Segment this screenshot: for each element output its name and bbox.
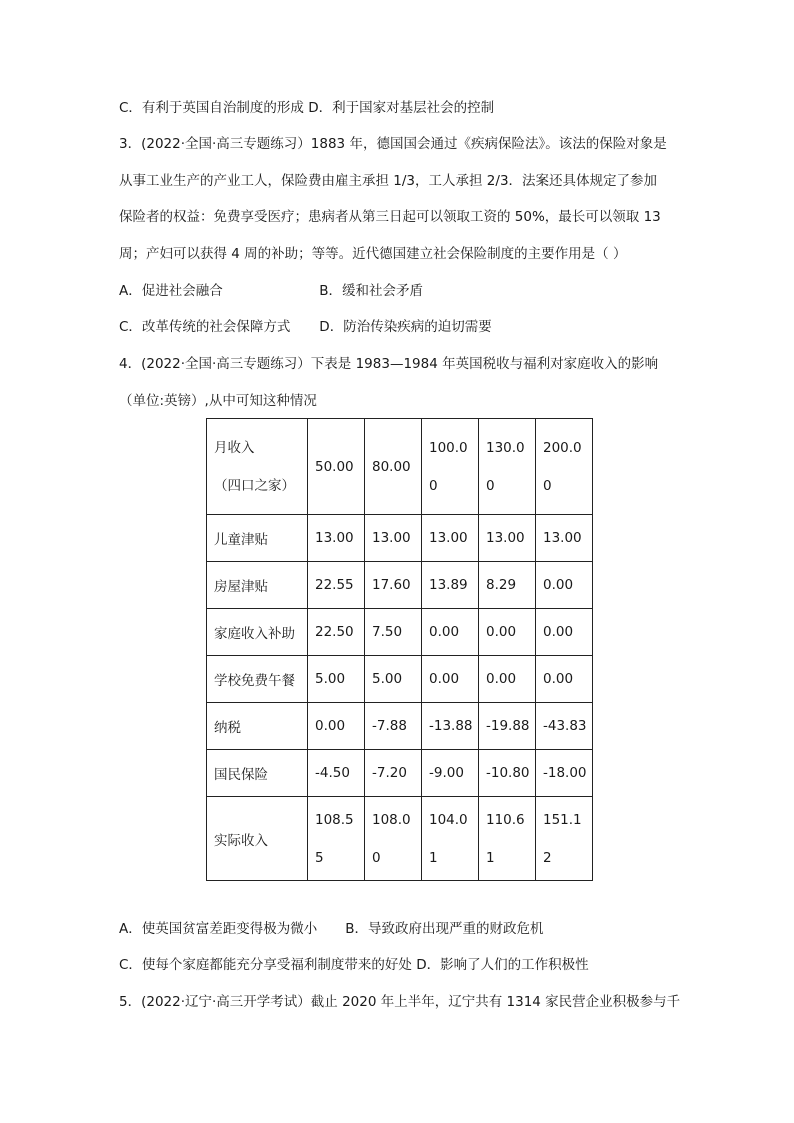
- q4-option-b[interactable]: B．导致政府出现严重的财政危机: [345, 921, 544, 937]
- table-cell: -43.83: [536, 703, 593, 750]
- table-cell: 110.6 1: [479, 797, 536, 881]
- table-cell: 0.00: [536, 562, 593, 609]
- table-row: [207, 609, 593, 656]
- table-cell: -7.88: [365, 703, 422, 750]
- q4-stem-line-1: 4．(2022·全国·高三专题练习）下表是 1983—1984 年英国税收与福利对家庭收入的影响: [119, 356, 659, 372]
- table-cell: 0.00: [536, 609, 593, 656]
- q3-option-c[interactable]: C．改革传统的社会保障方式: [119, 319, 291, 335]
- table-cell: 151.1 2: [536, 797, 593, 881]
- q3-stem-line-1: 3．(2022·全国·高三专题练习）1883 年，德国国会通过《疾病保险法》。该法的保险对象是: [119, 136, 667, 152]
- table-row: [207, 656, 593, 703]
- table-cell: 13.00: [479, 515, 536, 562]
- table-row: [207, 562, 593, 609]
- q3-options-row-1: [119, 282, 423, 300]
- header-cell: 80.00: [365, 419, 422, 515]
- header-label-line-1: 月收入: [214, 439, 255, 456]
- table-row: [207, 750, 593, 797]
- table-cell: -10.80: [479, 750, 536, 797]
- table-cell: 0.00: [308, 703, 365, 750]
- table-cell: 0.00: [479, 656, 536, 703]
- row-label: 实际收入: [207, 797, 308, 881]
- table-cell: 13.00: [308, 515, 365, 562]
- table-cell: -13.88: [422, 703, 479, 750]
- income-table: [206, 418, 593, 881]
- row-label: 纳税: [207, 703, 308, 750]
- row-label: 国民保险: [207, 750, 308, 797]
- table-cell: -19.88: [479, 703, 536, 750]
- table-cell: 8.29: [479, 562, 536, 609]
- header-cell: 100.0 0: [422, 419, 479, 515]
- q4-options-row-1: [119, 920, 544, 938]
- header-label-line-2: （四口之家）: [214, 477, 295, 494]
- table-cell: 7.50: [365, 609, 422, 656]
- table-cell: 5.00: [308, 656, 365, 703]
- table-cell: 0.00: [479, 609, 536, 656]
- top-options-line: C．有利于英国自治制度的形成 D．利于国家对基层社会的控制: [119, 100, 495, 116]
- q3-option-d[interactable]: D．防治传染疾病的迫切需要: [319, 319, 492, 335]
- header-cell: 200.0 0: [536, 419, 593, 515]
- table-cell: 108.5 5: [308, 797, 365, 881]
- table-cell: 22.55: [308, 562, 365, 609]
- q3-options-row-2: [119, 318, 492, 336]
- table-row: [207, 515, 593, 562]
- table-row-actual-income: [207, 797, 593, 881]
- table-cell: 0.00: [422, 609, 479, 656]
- table-cell: -9.00: [422, 750, 479, 797]
- q4-stem-line-2: （单位:英镑）,从中可知这种情况: [119, 393, 317, 409]
- header-label-cell: [207, 419, 308, 515]
- q4-option-a[interactable]: A．使英国贫富差距变得极为微小: [119, 921, 318, 937]
- row-label: 家庭收入补助: [207, 609, 308, 656]
- table-header-row: [207, 419, 593, 515]
- table-cell: 108.0 0: [365, 797, 422, 881]
- header-cell: 50.00: [308, 419, 365, 515]
- q4-option-c[interactable]: C．使每个家庭都能充分享受福利制度带来的好处: [119, 957, 412, 973]
- table-cell: 13.00: [422, 515, 479, 562]
- table-cell: 17.60: [365, 562, 422, 609]
- table-cell: 13.00: [365, 515, 422, 562]
- row-label: 学校免费午餐: [207, 656, 308, 703]
- header-cell: 130.0 0: [479, 419, 536, 515]
- table-cell: -4.50: [308, 750, 365, 797]
- q3-option-a[interactable]: A．促进社会融合: [119, 283, 223, 299]
- table-cell: 5.00: [365, 656, 422, 703]
- table-cell: 0.00: [422, 656, 479, 703]
- q3-stem-line-2: 从事工业生产的产业工人，保险费由雇主承担 1/3，工人承担 2/3．法案还具体规定了参加: [119, 173, 658, 189]
- q4-options-row-2: [119, 956, 589, 974]
- table-cell: -18.00: [536, 750, 593, 797]
- table-cell: 0.00: [536, 656, 593, 703]
- q3-stem-line-3: 保险者的权益：免费享受医疗；患病者从第三日起可以领取工资的 50%，最长可以领取 13: [119, 209, 661, 225]
- table-row: [207, 703, 593, 750]
- table-cell: 13.89: [422, 562, 479, 609]
- table-cell: 22.50: [308, 609, 365, 656]
- q4-option-d[interactable]: D．影响了人们的工作积极性: [416, 957, 589, 973]
- q3-option-b[interactable]: B．缓和社会矛盾: [319, 283, 424, 299]
- row-label: 儿童津贴: [207, 515, 308, 562]
- q5-stem-line-1: 5．(2022·辽宁·高三开学考试）截止 2020 年上半年，辽宁共有 1314 家民营企业积极参与千: [119, 994, 681, 1010]
- table-cell: 13.00: [536, 515, 593, 562]
- table-cell: -7.20: [365, 750, 422, 797]
- table-cell: 104.0 1: [422, 797, 479, 881]
- row-label: 房屋津贴: [207, 562, 308, 609]
- q3-stem-line-4: 周；产妇可以获得 4 周的补助；等等。近代德国建立社会保险制度的主要作用是（ ）: [119, 246, 627, 262]
